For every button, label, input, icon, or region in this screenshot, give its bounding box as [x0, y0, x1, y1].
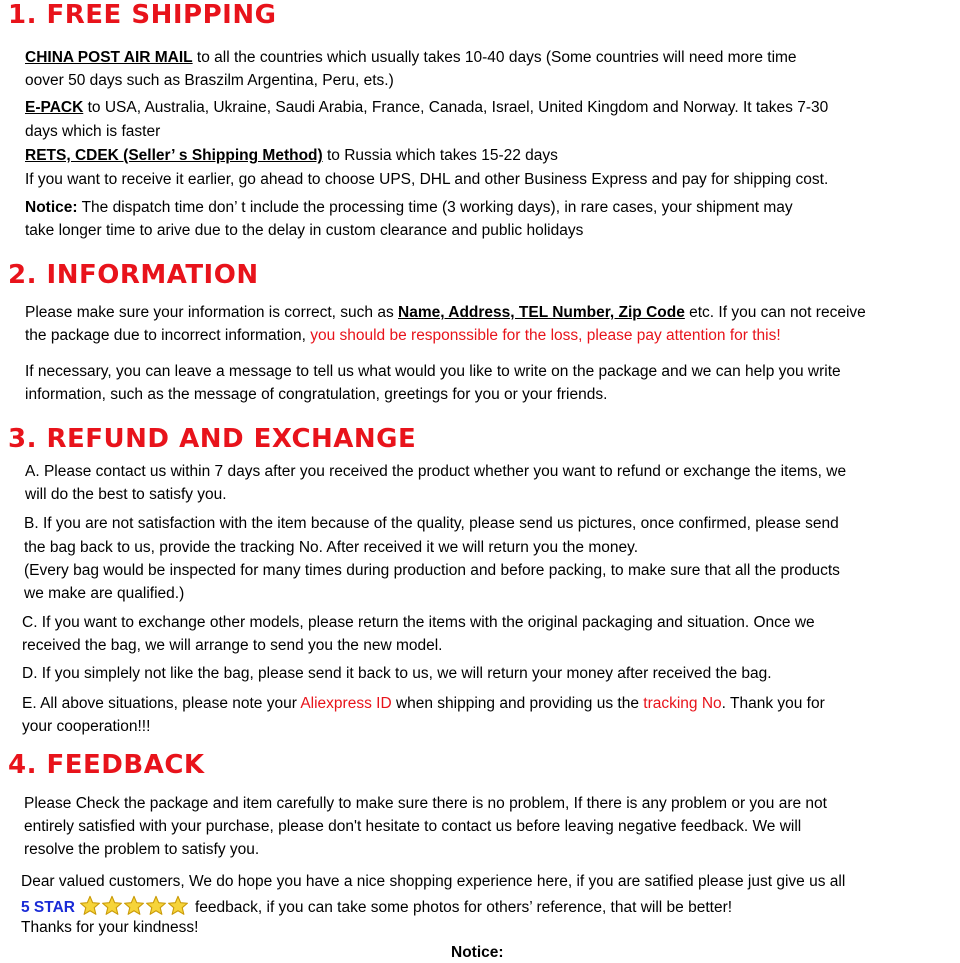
- refund-item-d: D. If you simplely not like the bag, please send it back to us, we will return your money after received the bag.: [22, 665, 772, 682]
- notice-label: Notice:: [25, 199, 78, 216]
- five-star-label: 5 STAR: [21, 899, 75, 916]
- shipping-line-epack: E-PACK to USA, Australia, Ukraine, Saudi Arabia, France, Canada, Israel, United Kingdom and Norway. It takes 7-30: [25, 99, 829, 116]
- notice-footer: Notice:: [451, 944, 504, 961]
- shipping-line-text: If you want to receive it earlier, go ahead to choose UPS, DHL and other Business Express and pay for shipping cost.: [25, 171, 829, 188]
- info-line: the package due to incorrect information, you should be responssible for the loss, please pay attention for this!: [25, 327, 781, 344]
- five-star-line: 5 STAR feedback, if you can take some photos for others’ reference, that will be better!: [21, 895, 732, 923]
- refund-item-e: your cooperation!!!: [22, 718, 151, 735]
- star-icon: [101, 895, 123, 917]
- feedback-line: resolve the problem to satisfy you.: [24, 841, 260, 858]
- section-heading-refund: 3. REFUND AND EXCHANGE: [8, 424, 417, 454]
- star-icon: [79, 895, 101, 917]
- rets-cdek-label: RETS, CDEK (Seller’ s Shipping Method): [25, 147, 323, 164]
- responsibility-warning: you should be responssible for the loss, please pay attention for this!: [310, 327, 781, 344]
- china-post-label: CHINA POST AIR MAIL: [25, 49, 193, 66]
- thanks-line: Thanks for your kindness!: [21, 919, 199, 936]
- info-line: information, such as the message of congratulation, greetings for you or your friends.: [25, 386, 608, 403]
- star-icon: [123, 895, 145, 917]
- refund-item-b: (Every bag would be inspected for many times during production and before packing, to make sure that all the products: [24, 562, 840, 579]
- feedback-line: entirely satisfied with your purchase, please don't hesitate to contact us before leaving negative feedback. We will: [24, 818, 802, 835]
- refund-item-b: we make are qualified.): [24, 585, 185, 602]
- tracking-no-highlight: tracking No: [643, 695, 722, 712]
- required-fields-label: Name, Address, TEL Number, Zip Code: [398, 304, 685, 321]
- refund-item-a: will do the best to satisfy you.: [25, 486, 227, 503]
- refund-item-c: C. If you want to exchange other models, please return the items with the original packaging and situation. Once we: [22, 614, 815, 631]
- shipping-line-china-post: CHINA POST AIR MAIL to all the countries which usually takes 10-40 days (Some countries will need more time: [25, 49, 797, 66]
- feedback-line: Dear valued customers, We do hope you have a nice shopping experience here, if you are satified please just give us all: [21, 873, 846, 890]
- shipping-line-rets: RETS, CDEK (Seller’ s Shipping Method) to Russia which takes 15-22 days: [25, 147, 558, 164]
- refund-item-b: B. If you are not satisfaction with the item because of the quality, please send us pictures, once confirmed, please send: [24, 515, 839, 532]
- shipping-line-text: take longer time to arive due to the delay in custom clearance and public holidays: [25, 222, 584, 239]
- aliexpress-id-highlight: Aliexpress ID: [300, 695, 392, 712]
- section-heading-information: 2. INFORMATION: [8, 260, 259, 290]
- section-heading-feedback: 4. FEEDBACK: [8, 750, 205, 780]
- section-heading-free-shipping: 1. FREE SHIPPING: [8, 0, 277, 30]
- info-line: Please make sure your information is correct, such as Name, Address, TEL Number, Zip Code etc. If you can not receive: [25, 304, 866, 321]
- refund-item-b: the bag back to us, provide the tracking No. After received it we will return you the money.: [24, 539, 638, 556]
- epack-label: E-PACK: [25, 99, 84, 116]
- info-line: If necessary, you can leave a message to tell us what would you like to write on the package and we can help you write: [25, 363, 841, 380]
- shipping-notice-line: Notice: The dispatch time don’ t include the processing time (3 working days), in rare cases, your shipment may: [25, 199, 793, 216]
- shipping-line-text: days which is faster: [25, 123, 161, 140]
- shipping-line-text: oover 50 days such as Braszilm Argentina, Peru, ets.): [25, 72, 394, 89]
- feedback-line: Please Check the package and item carefully to make sure there is no problem, If there is any problem or you are not: [24, 795, 827, 812]
- refund-item-e: E. All above situations, please note your Aliexpress ID when shipping and providing us the tracking No. Thank you for: [22, 695, 825, 712]
- refund-item-c: received the bag, we will arrange to send you the new model.: [22, 637, 443, 654]
- star-icon: [145, 895, 167, 917]
- refund-item-a: A. Please contact us within 7 days after you received the product whether you want to refund or exchange the items, we: [25, 463, 847, 480]
- star-icon: [167, 895, 189, 917]
